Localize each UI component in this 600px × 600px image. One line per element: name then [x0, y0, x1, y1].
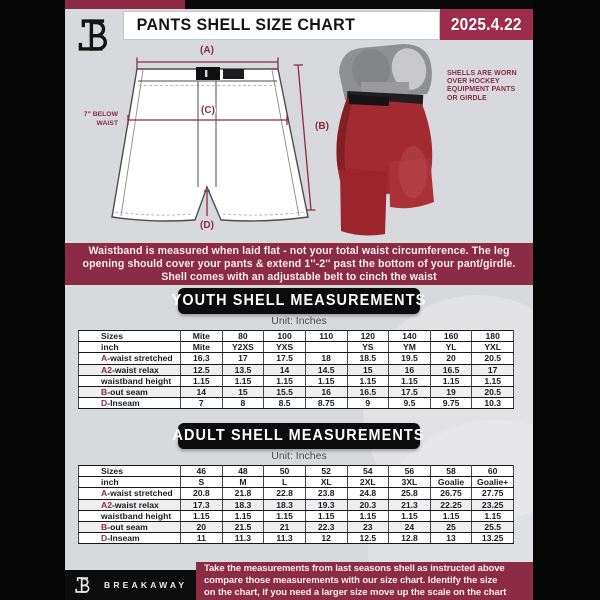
measure-letter: B — [101, 522, 108, 533]
size-cell: 100 — [264, 331, 306, 342]
size-cell: 24.8 — [347, 488, 389, 499]
size-cell: M — [222, 477, 264, 488]
size-cell: 1.15 — [347, 510, 389, 521]
youth-size-table — [78, 330, 514, 409]
adult-heading-text: ADULT SHELL MEASUREMENTS — [172, 427, 426, 444]
size-cell: 16.5 — [347, 387, 389, 398]
size-cell: 26.75 — [430, 488, 472, 499]
table-row — [79, 510, 514, 521]
row-label: A2-waist relax — [79, 364, 181, 375]
youth-section-header — [171, 288, 427, 314]
size-cell: 7 — [181, 398, 223, 409]
size-cell: 14.5 — [305, 364, 347, 375]
row-label: Sizes — [79, 331, 181, 342]
shorts-outline — [112, 69, 308, 221]
size-cell: Mite — [181, 331, 223, 342]
size-cell: 8.5 — [264, 398, 306, 409]
breakaway-b-logo-icon — [74, 574, 96, 596]
size-cell: 16.3 — [181, 353, 223, 364]
size-cell: 19.5 — [389, 353, 431, 364]
size-cell: 1.15 — [222, 510, 264, 521]
size-cell: 25.8 — [389, 488, 431, 499]
size-cell: 18.5 — [347, 353, 389, 364]
size-cell: 52 — [305, 466, 347, 477]
row-label: B-out seam — [79, 522, 181, 533]
adult-section-header — [172, 423, 426, 449]
size-cell: 16.5 — [430, 364, 472, 375]
row-label: A-waist stretched — [79, 353, 181, 364]
banner-line: Waistband is measured when laid flat - not your total waist circumference. The leg — [88, 245, 510, 257]
size-cell: YXL — [472, 342, 514, 353]
date-text: 2025.4.22 — [451, 14, 522, 34]
brand-name: BREAKAWAY — [104, 580, 188, 590]
size-cell — [305, 342, 347, 353]
size-cell: L — [264, 477, 306, 488]
row-label: B-out seam — [79, 387, 181, 398]
top-strip — [65, 0, 533, 9]
table-row — [79, 466, 514, 477]
row-label: inch — [79, 477, 181, 488]
row-label: waistband height — [79, 375, 181, 386]
size-cell: 9.5 — [389, 398, 431, 409]
row-label: waistband height — [79, 510, 181, 521]
table-row — [79, 488, 514, 499]
size-cell: 23.8 — [305, 488, 347, 499]
size-cell: 11.3 — [264, 533, 306, 544]
size-cell: 56 — [389, 466, 431, 477]
table-row — [79, 375, 514, 386]
size-cell: 20.5 — [472, 387, 514, 398]
size-cell: 17 — [472, 364, 514, 375]
size-cell: YL — [430, 342, 472, 353]
size-cell: 1.15 — [389, 510, 431, 521]
size-cell: Y2XS — [222, 342, 264, 353]
waist-note-line2: WAIST — [96, 120, 118, 127]
table-row — [79, 331, 514, 342]
size-cell: 1.15 — [305, 375, 347, 386]
caption-line: SHELLS ARE WORN — [447, 70, 517, 77]
size-cell: 14 — [264, 364, 306, 375]
footer-line: compare those measurements with our size chart. Identify the size — [204, 575, 498, 587]
size-cell: 23 — [347, 522, 389, 533]
photo-caption — [447, 70, 533, 103]
size-cell: 18 — [305, 353, 347, 364]
size-cell: 17 — [222, 353, 264, 364]
size-cell: 19 — [430, 387, 472, 398]
measure-letter: A — [101, 488, 108, 499]
banner-line: Shell comes with an adjustable belt to cinch the waist — [161, 271, 437, 284]
size-cell: 110 — [305, 331, 347, 342]
size-cell: 21.3 — [389, 499, 431, 510]
table-row — [79, 522, 514, 533]
adult-size-table — [78, 465, 514, 544]
size-cell: 10.3 — [472, 398, 514, 409]
youth-heading-text: YOUTH SHELL MEASUREMENTS — [171, 292, 427, 309]
size-cell: 48 — [222, 466, 264, 477]
measure-letter: A2 — [101, 499, 112, 510]
size-cell: 1.15 — [430, 375, 472, 386]
title-bar — [123, 11, 440, 40]
measure-letter: A — [101, 353, 108, 364]
measure-letter: A2 — [101, 364, 112, 375]
size-cell: YS — [347, 342, 389, 353]
size-cell: 1.15 — [472, 510, 514, 521]
size-cell: 13.25 — [472, 533, 514, 544]
size-cell: 1.15 — [430, 510, 472, 521]
document-page — [65, 0, 533, 600]
size-cell: 16 — [305, 387, 347, 398]
row-label: A-waist stretched — [79, 488, 181, 499]
size-cell: Goalie — [430, 477, 472, 488]
size-cell: 140 — [389, 331, 431, 342]
size-cell: 50 — [264, 466, 306, 477]
caption-line: EQUIPMENT PANTS — [447, 86, 516, 94]
size-cell: 15.5 — [264, 387, 306, 398]
table-row — [79, 499, 514, 510]
page-title: PANTS SHELL SIZE CHART — [136, 16, 356, 34]
size-cell: 12.5 — [347, 533, 389, 544]
size-cell: 58 — [430, 466, 472, 477]
size-cell: 16 — [389, 364, 431, 375]
size-cell: 22.25 — [430, 499, 472, 510]
size-cell: 180 — [472, 331, 514, 342]
size-cell: Goalie+ — [472, 477, 514, 488]
banner-line: opening should cover your pants & extend 1''-2'' past the bottom of your pant/girdle. — [82, 258, 516, 271]
footer-instructions — [196, 562, 533, 600]
measure-letter: B — [101, 387, 108, 398]
footer-line: on the chart, if you need a larger size move up the scale on the chart — [204, 587, 507, 599]
size-cell: 9.75 — [430, 398, 472, 409]
measure-letter: D — [101, 398, 108, 409]
size-cell: 18.3 — [222, 499, 264, 510]
size-cell: 1.15 — [222, 375, 264, 386]
caption-line: OR GIRDLE — [447, 94, 487, 102]
size-cell: 13.5 — [222, 364, 264, 375]
row-label: Sizes — [79, 466, 181, 477]
size-cell: 25 — [430, 522, 472, 533]
table-row — [79, 477, 514, 488]
size-cell: 20.5 — [472, 353, 514, 364]
size-cell: 21 — [264, 522, 306, 533]
row-label: D-Inseam — [79, 398, 181, 409]
size-cell: 20 — [430, 353, 472, 364]
size-cell: 11.3 — [222, 533, 264, 544]
date-badge — [440, 9, 533, 40]
size-cell: 1.15 — [264, 510, 306, 521]
size-cell: 2XL — [347, 477, 389, 488]
measure-label-a: (A) — [200, 45, 214, 56]
row-label: D-Inseam — [79, 533, 181, 544]
size-cell: 17.5 — [389, 387, 431, 398]
size-cell: S — [181, 477, 223, 488]
footer-line: Take the measurements from last seasons shell as instructed above — [204, 563, 505, 574]
size-cell: 1.15 — [181, 375, 223, 386]
size-cell: 15 — [347, 364, 389, 375]
table-row — [79, 342, 514, 353]
table-row — [79, 398, 514, 409]
size-cell: 20.3 — [347, 499, 389, 510]
row-label: A2-waist relax — [79, 499, 181, 510]
size-cell: 22.8 — [264, 488, 306, 499]
table-row — [79, 353, 514, 364]
size-cell: 25.5 — [472, 522, 514, 533]
size-cell: Mite — [181, 342, 223, 353]
size-cell: 24 — [389, 522, 431, 533]
size-cell: 1.15 — [305, 510, 347, 521]
size-cell: 8 — [222, 398, 264, 409]
measure-label-c: (C) — [201, 105, 215, 116]
size-cell: 9 — [347, 398, 389, 409]
size-cell: 1.15 — [389, 375, 431, 386]
measure-label-b: (B) — [315, 121, 329, 132]
size-cell: 19.3 — [305, 499, 347, 510]
size-cell: 15 — [222, 387, 264, 398]
size-cell: 160 — [430, 331, 472, 342]
size-cell: XL — [305, 477, 347, 488]
top-strip-accent — [65, 0, 185, 9]
size-cell: 46 — [181, 466, 223, 477]
measure-letter: D — [101, 533, 108, 544]
size-cell: YM — [389, 342, 431, 353]
size-cell: 60 — [472, 466, 514, 477]
row-label: inch — [79, 342, 181, 353]
size-cell: 1.15 — [347, 375, 389, 386]
size-cell: 3XL — [389, 477, 431, 488]
size-cell: 17.5 — [264, 353, 306, 364]
measure-label-d: (D) — [200, 220, 214, 231]
shell-photo — [336, 44, 434, 235]
size-cell: 27.75 — [472, 488, 514, 499]
table-row — [79, 364, 514, 375]
caption-line: OVER HOCKEY — [447, 78, 500, 86]
size-cell: 21.5 — [222, 522, 264, 533]
size-cell: 22.3 — [305, 522, 347, 533]
size-cell: 120 — [347, 331, 389, 342]
size-cell: 18.3 — [264, 499, 306, 510]
size-cell: 17.3 — [181, 499, 223, 510]
size-cell: 23.25 — [472, 499, 514, 510]
size-cell: 12.8 — [389, 533, 431, 544]
size-cell: 20 — [181, 522, 223, 533]
footer-brand-block — [65, 570, 196, 600]
youth-unit-label: Unit: Inches — [271, 315, 327, 327]
size-cell: 11 — [181, 533, 223, 544]
table-row — [79, 387, 514, 398]
size-cell: 21.8 — [222, 488, 264, 499]
table-row — [79, 533, 514, 544]
size-cell: 13 — [430, 533, 472, 544]
size-cell: 54 — [347, 466, 389, 477]
size-cell: YXS — [264, 342, 306, 353]
size-cell: 20.8 — [181, 488, 223, 499]
size-cell: 12.5 — [181, 364, 223, 375]
size-cell: 80 — [222, 331, 264, 342]
size-cell: 1.15 — [472, 375, 514, 386]
size-cell: 14 — [181, 387, 223, 398]
size-cell: 1.15 — [181, 510, 223, 521]
waist-note-line1: 7'' BELOW — [83, 111, 118, 118]
size-cell: 8.75 — [305, 398, 347, 409]
size-cell: 1.15 — [264, 375, 306, 386]
size-cell: 12 — [305, 533, 347, 544]
measurement-note-banner — [65, 243, 533, 285]
adult-unit-label: Unit: Inches — [271, 450, 327, 462]
